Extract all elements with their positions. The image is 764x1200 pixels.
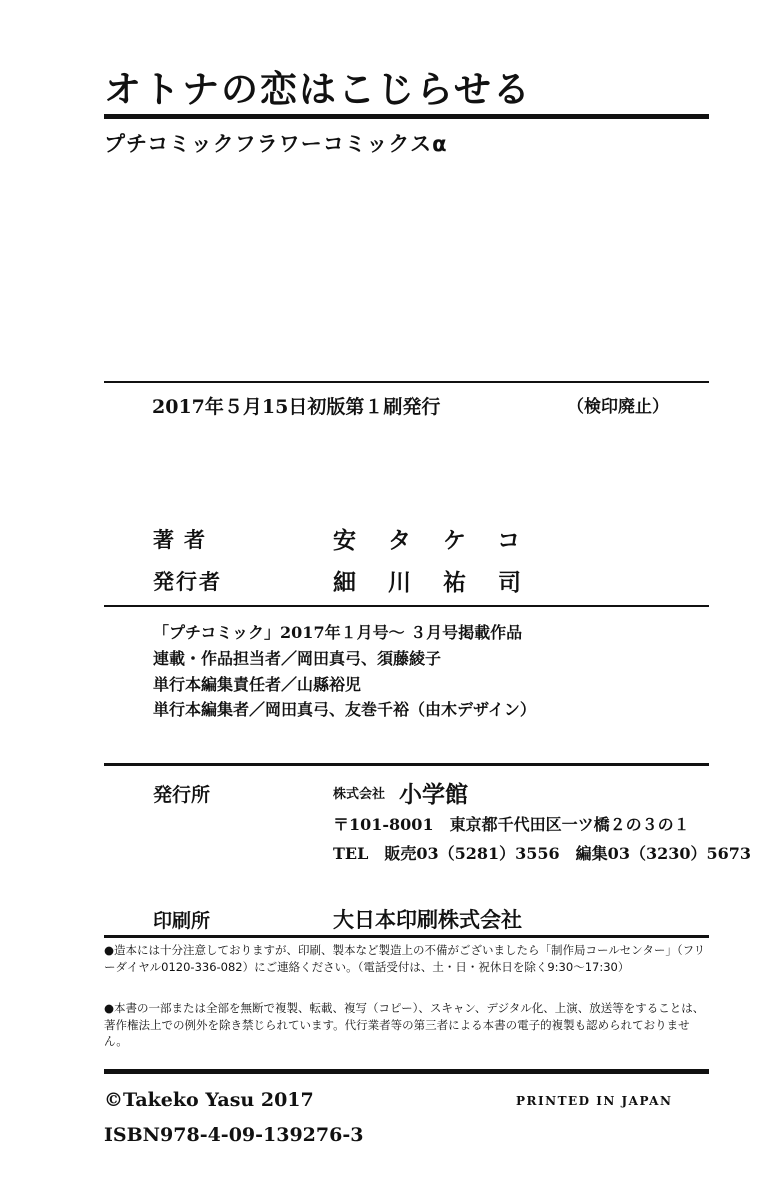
- divider-footer: [104, 1069, 709, 1074]
- publisher-corp: [333, 776, 468, 809]
- divider-publisher: [104, 763, 709, 766]
- fine-print-copyright: ●本書の一部または全部を無断で複製、転載、複写（コピー）、スキャン、デジタル化、上演、放送等をすることは、著作権法上での例外を除き禁じられています。代行業者等の第三者による本書の電子的複製も認められておりません。: [104, 1001, 705, 1049]
- credit-name-publisher: 細川祐司: [333, 569, 553, 596]
- printer-name: 大日本印刷株式会社: [333, 907, 522, 932]
- credit-role-publisher: 発行者: [153, 569, 222, 594]
- editorial-note: 連載・作品担当者／岡田真弓、須藤綾子: [153, 649, 442, 668]
- credit-name-author: 安タケコ: [333, 527, 553, 554]
- copyright: ©Takeko Yasu 2017: [104, 1089, 314, 1111]
- divider-top: [104, 381, 709, 383]
- printed-in: PRINTED IN JAPAN: [516, 1094, 673, 1108]
- title-rule: [104, 114, 709, 119]
- isbn: ISBN978-4-09-139276-3: [104, 1124, 364, 1146]
- corp-prefix: 株式会社: [333, 787, 386, 802]
- fine-print-notice: ●造本には十分注意しておりますが、印刷、製本など製造上の不備がございましたら「制作局コールセンター」（フリーダイヤル0120-336-082）にご連絡ください。（電話受付は、土・日・祝休日を除く9:30～17:30）: [104, 943, 706, 974]
- editorial-note: 単行本編集責任者／山縣裕児: [153, 675, 362, 694]
- printer-label: 印刷所: [153, 910, 211, 932]
- corp-name: 小学館: [399, 781, 469, 808]
- series-name: プチコミックフラワーコミックスα: [104, 132, 448, 156]
- book-title: オトナの恋はこじらせる: [104, 68, 532, 111]
- credit-role-author: 著者: [153, 527, 215, 552]
- publisher-address: 〒101-8001 東京都千代田区一ツ橋２の３の１: [333, 815, 690, 834]
- publisher-tel: TEL 販売03（5281）3556 編集03（3230）5673: [333, 844, 752, 863]
- publisher-label: 発行所: [153, 784, 211, 806]
- editorial-note: 「プチコミック」2017年１月号～ ３月号掲載作品: [153, 623, 523, 642]
- publication-date: 2017年５月15日初版第１刷発行: [152, 396, 441, 418]
- divider-fineprint: [104, 935, 709, 938]
- stamp-note: （検印廃止）: [567, 397, 669, 417]
- divider-credits: [104, 605, 709, 607]
- editorial-note: 単行本編集者／岡田真弓、友巻千裕（由木デザイン）: [153, 700, 536, 719]
